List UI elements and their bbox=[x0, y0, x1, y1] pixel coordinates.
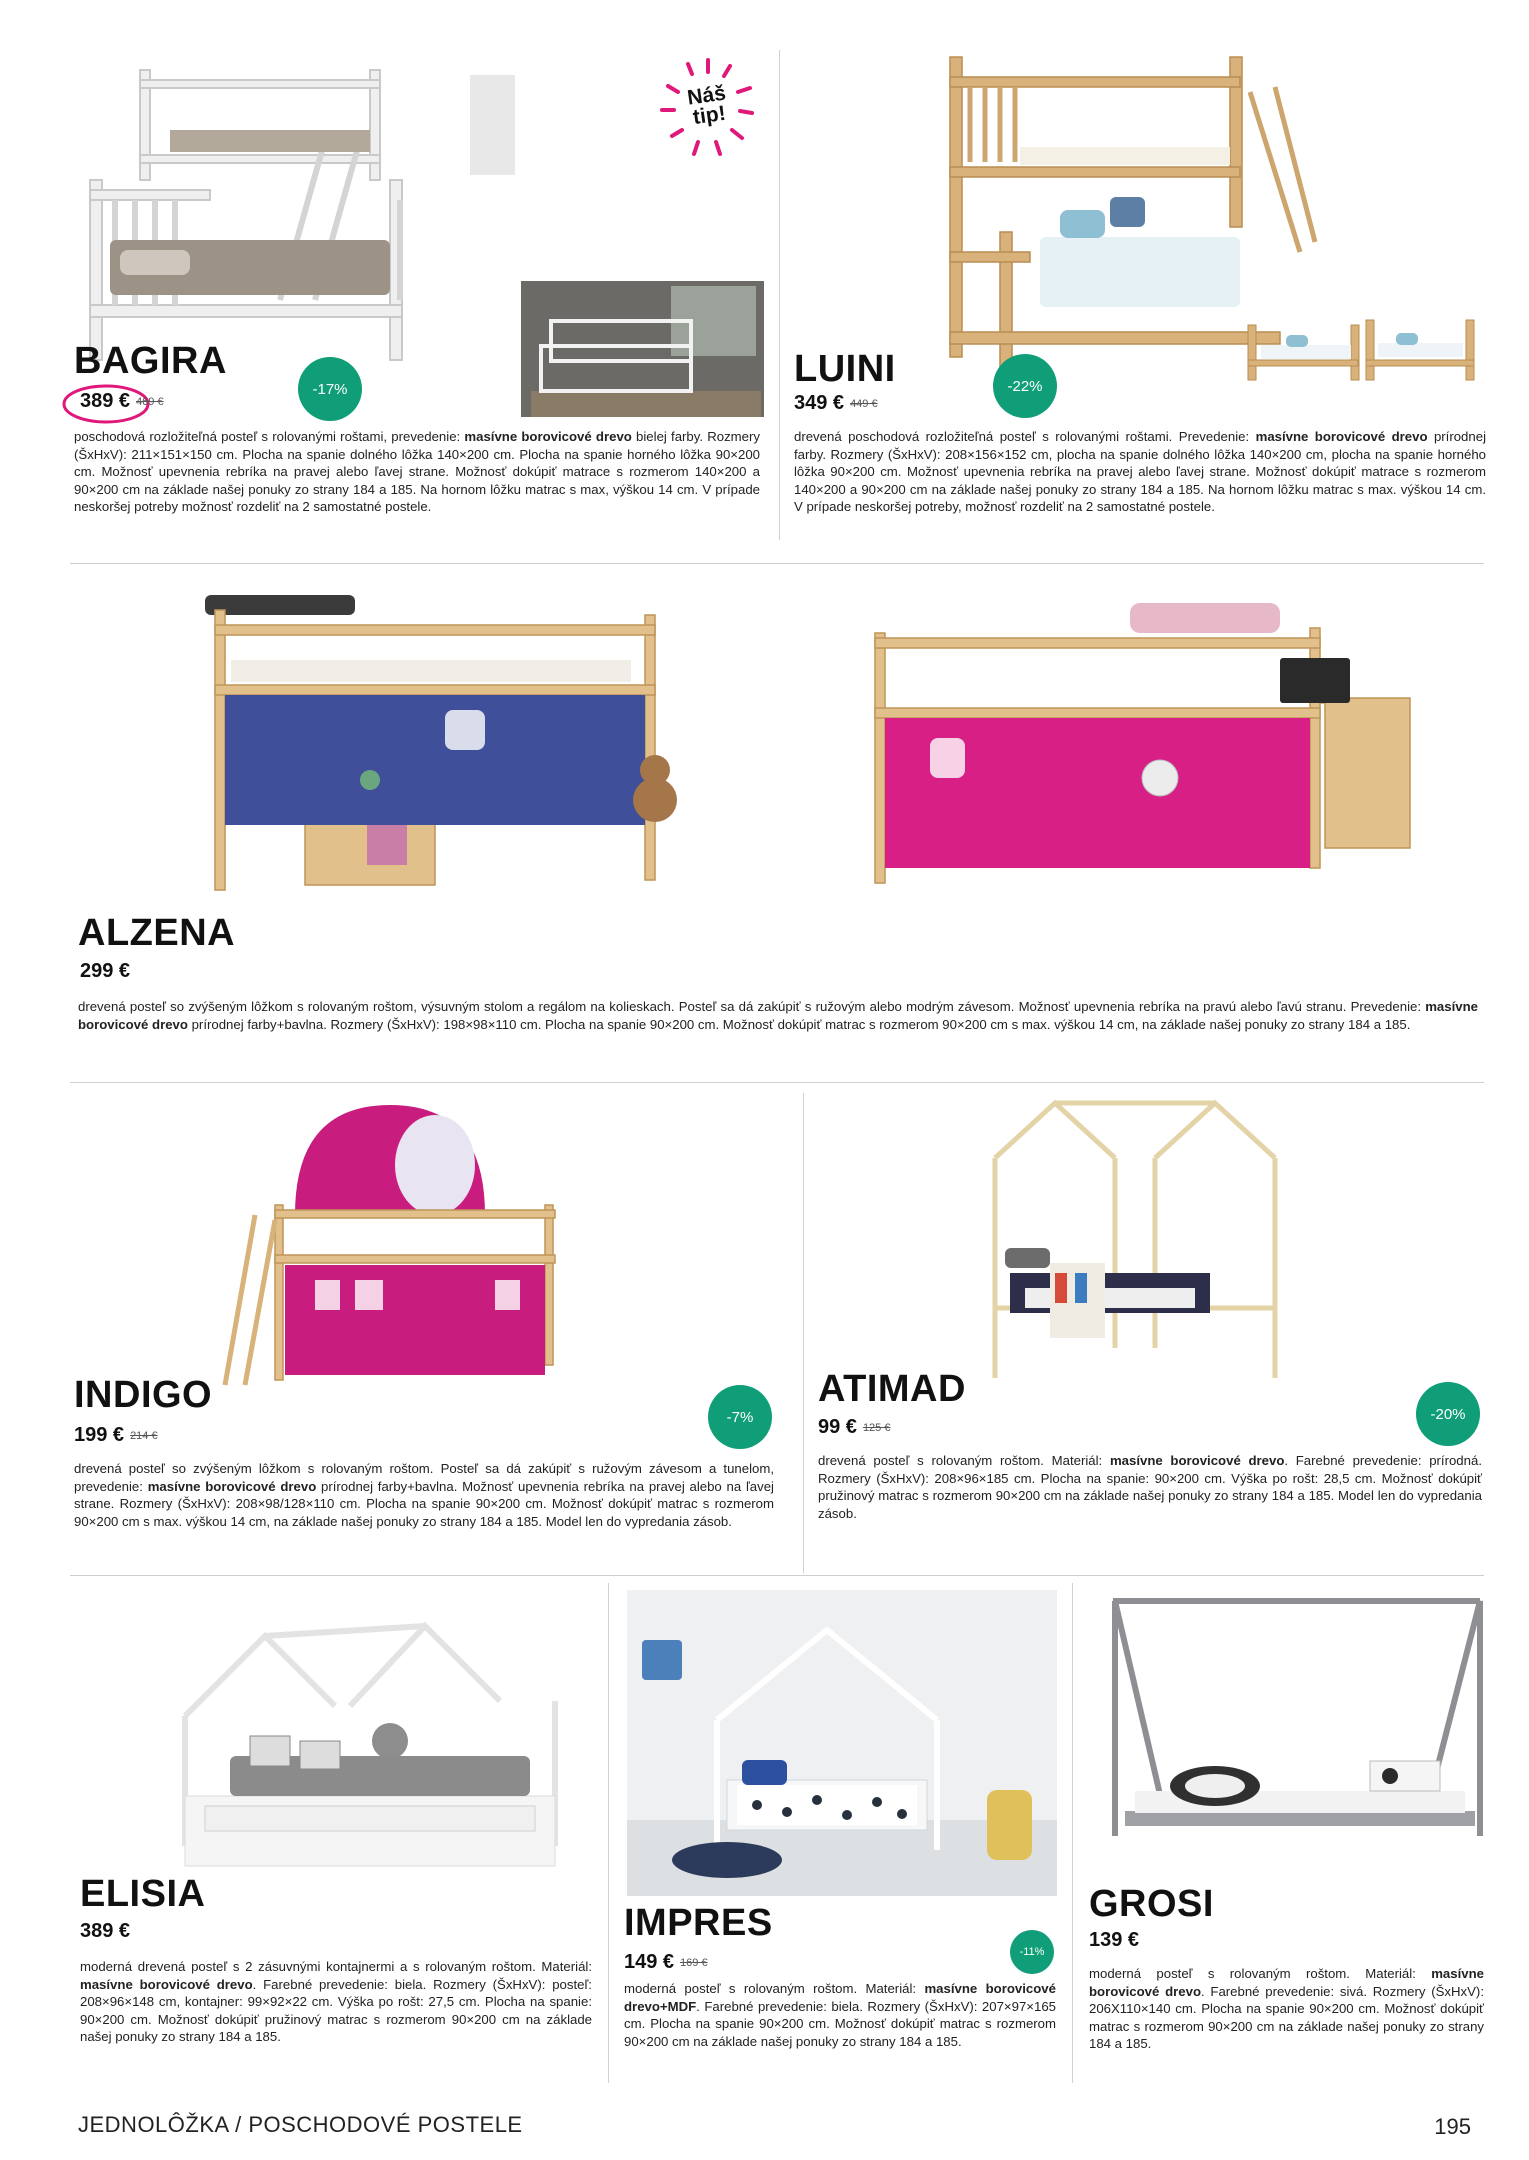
bagira-room-image bbox=[521, 281, 764, 417]
luini-current-price: 349 € bbox=[794, 392, 845, 414]
elisia-name: ELISIA bbox=[80, 1873, 206, 1915]
footer-section-title: JEDNOLÔŽKA / POSCHODOVÉ POSTELE bbox=[78, 2112, 523, 2137]
atimad-old-price: 125 € bbox=[862, 1421, 891, 1434]
impres-old-price: 169 € bbox=[680, 1956, 708, 1969]
elisia-price: 389 € bbox=[80, 1920, 131, 1942]
luini-name: LUINI bbox=[794, 348, 896, 390]
alzena-image-pink bbox=[870, 598, 1420, 888]
indigo-description: drevená posteľ so zvýšeným lôžkom s rolovaným roštom. Posteľ sa dá zakúpiť s ružovým závesom a tunelom, prevedenie: masívne borovicové drevo prírodnej farby+bavlna. Možnosť upevnenia rebríka na pravej alebo na ľavej strane. Rozmery (ŠxHxV): 208×98/128×110 cm. Plocha na spanie 90×200 cm. Možnosť dokúpiť matrac s rozmerom 90×200 cm s max. výškou 14 cm, na základe našej ponuky zo strany 184 a 185. Model len do vypredania zásob. bbox=[74, 1461, 774, 1529]
impres-price bbox=[624, 1951, 708, 1974]
alzena-description: drevená posteľ so zvýšeným lôžkom s rolovaným roštom, výsuvným stolom a regálom na kolieskach. Posteľ sa dá zakúpiť s ružovým alebo modrým závesom. Možnosť upevnenia rebríka na pravú alebo ľavú stranu. Prevedenie: masívne borovicové drevo prírodnej farby+bavlna. Rozmery (ŠxHxV): 198×98×110 cm. Plocha na spanie 90×200 cm. Možnosť dokúpiť matrac s rozmerom 90×200 cm s max. výškou 14 cm, na základe našej ponuky zo strany 184 a 185. bbox=[78, 999, 1478, 1032]
divider-3 bbox=[70, 1575, 1484, 1576]
impres-discount-badge: -11% bbox=[1010, 1930, 1054, 1974]
elisia-description: moderná drevená posteľ s 2 zásuvnými kontajnermi a s rolovaným roštom. Materiál: masívne borovicové drevo. Farebné prevedenie: biela. Rozmery (ŠxHxV): posteľ: 208×96×148 cm, kontajner: 99×92×22 cm. Výška po rošt: 27,5 cm. Plocha na spanie: 90×200 cm. Možnosť dokúpiť pružinový matrac s rozmerom 90×200 cm na základe našej ponuky zo strany 184 a 185. bbox=[80, 1959, 592, 2045]
impres-name: IMPRES bbox=[624, 1902, 773, 1944]
indigo-old-price: 214 € bbox=[130, 1429, 158, 1442]
indigo-name: INDIGO bbox=[74, 1374, 213, 1416]
grosi-name: GROSI bbox=[1089, 1883, 1214, 1925]
bagira-image bbox=[80, 60, 520, 370]
luini-old-price: 449 € bbox=[850, 397, 878, 410]
divider-1 bbox=[70, 563, 1484, 564]
page-number: 195 bbox=[1434, 2114, 1471, 2139]
impres-image bbox=[627, 1590, 1057, 1896]
luini-discount-badge: -22% bbox=[993, 354, 1057, 418]
indigo-current-price: 199 € bbox=[74, 1424, 125, 1446]
alzena-image-blue bbox=[195, 590, 755, 900]
grosi-image bbox=[1105, 1596, 1485, 1841]
atimad-current-price: 99 € bbox=[818, 1416, 857, 1438]
impres-description: moderná posteľ s rolovaným roštom. Materiál: masívne borovicové drevo+MDF. Farebné prevedenie: biela. Rozmery (ŠxHxV): 207×97×165 cm. Plocha na spanie 90×200 cm. Možnosť dokúpiť matrac s rozmerom 90×200 cm na základe našej ponuky zo strany 184 a 185. bbox=[624, 1981, 1056, 2049]
indigo-price bbox=[74, 1424, 158, 1447]
luini-description: drevená poschodová rozložiteľná posteľ s rolovanými roštami. Prevedenie: masívne borovicové drevo prírodnej farby. Rozmery (ŠxHxV): 208×156×152 cm, plocha na spanie dolného lôžka 140×200 cm, plocha na spanie horného lôžka 90×200 cm. Možnosť upevnenia rebríka na pravej alebo ľavej strane. Možnosť dokúpiť matrace s rozmerom 140×200 a 90×200 cm na základe našej ponuky zo strany 184 a 185. Na hornom lôžku matrac s max. výškou 14 cm. V prípade neskoršej potreby, možnosť rozdeliť na 2 samostatné postele. bbox=[794, 429, 1486, 515]
indigo-discount-badge: -7% bbox=[708, 1385, 772, 1449]
impres-current-price: 149 € bbox=[624, 1951, 675, 1973]
tip-label: Náš tip! bbox=[685, 81, 728, 130]
atimad-price bbox=[818, 1416, 890, 1439]
alzena-price: 299 € bbox=[80, 960, 131, 982]
atimad-image bbox=[990, 1098, 1280, 1383]
elisia-image bbox=[170, 1596, 570, 1881]
atimad-description: drevená posteľ s rolovaným roštom. Materiál: masívne borovicové drevo. Farebné prevedenie: prírodná. Rozmery (ŠxHxV): 208×96×185 cm. Plocha na spanie: 90×200 cm. Výška po rošt: 28,5 cm. Možnosť dokúpiť pružinový matrac s rozmerom 90×200 cm na základe našej ponuky zo strany 184 a 185. Model len do vypredania zásob. bbox=[818, 1453, 1482, 1521]
divider-vertical-bottom-2 bbox=[1072, 1583, 1073, 2083]
indigo-image bbox=[215, 1095, 565, 1390]
divider-vertical-top bbox=[779, 50, 780, 540]
grosi-price: 139 € bbox=[1089, 1929, 1140, 1951]
bagira-description: poschodová rozložiteľná posteľ s rolovanými roštami, prevedenie: masívne borovicové drevo bielej farby. Rozmery (ŠxHxV): 211×151×150 cm. Plocha na spanie dolného lôžka 140×200 cm. Plocha na spanie horného lôžka 90×200 cm. Možnosť upevnenia rebríka na pravej alebo ľavej strane. Možnosť dokúpiť matrace s rozmerom 140×200 a 90×200 cm na základe našej ponuky zo strany 184 a 185. Na hornom lôžku matrac s max, výškou 14 cm. V prípade neskoršej potreby možnosť rozdeliť na 2 samostatné postele. bbox=[74, 429, 760, 515]
grosi-description: moderná posteľ s rolovaným roštom. Materiál: masívne borovicové drevo. Farebné prevedenie: sivá. Rozmery (ŠxHxV): 206X110×140 cm. Plocha na spanie 90×200 cm. Možnosť dokúpiť matrac s rozmerom 90×200 cm na základe našej ponuky zo strany 184 a 185. bbox=[1089, 1966, 1484, 2052]
divider-vertical-bottom-1 bbox=[608, 1583, 609, 2083]
atimad-discount-badge: -20% bbox=[1416, 1382, 1480, 1446]
luini-price bbox=[794, 392, 878, 415]
divider-vertical-middle bbox=[803, 1093, 804, 1573]
bagira-price bbox=[80, 390, 164, 413]
alzena-name: ALZENA bbox=[78, 912, 236, 954]
bagira-discount-badge: -17% bbox=[298, 357, 362, 421]
bagira-name: BAGIRA bbox=[74, 340, 227, 382]
bagira-old-price: 469 € bbox=[136, 395, 164, 408]
divider-2 bbox=[70, 1082, 1484, 1083]
luini-split-image bbox=[1246, 315, 1476, 385]
bagira-current-price: 389 € bbox=[80, 390, 131, 412]
atimad-name: ATIMAD bbox=[818, 1368, 966, 1410]
